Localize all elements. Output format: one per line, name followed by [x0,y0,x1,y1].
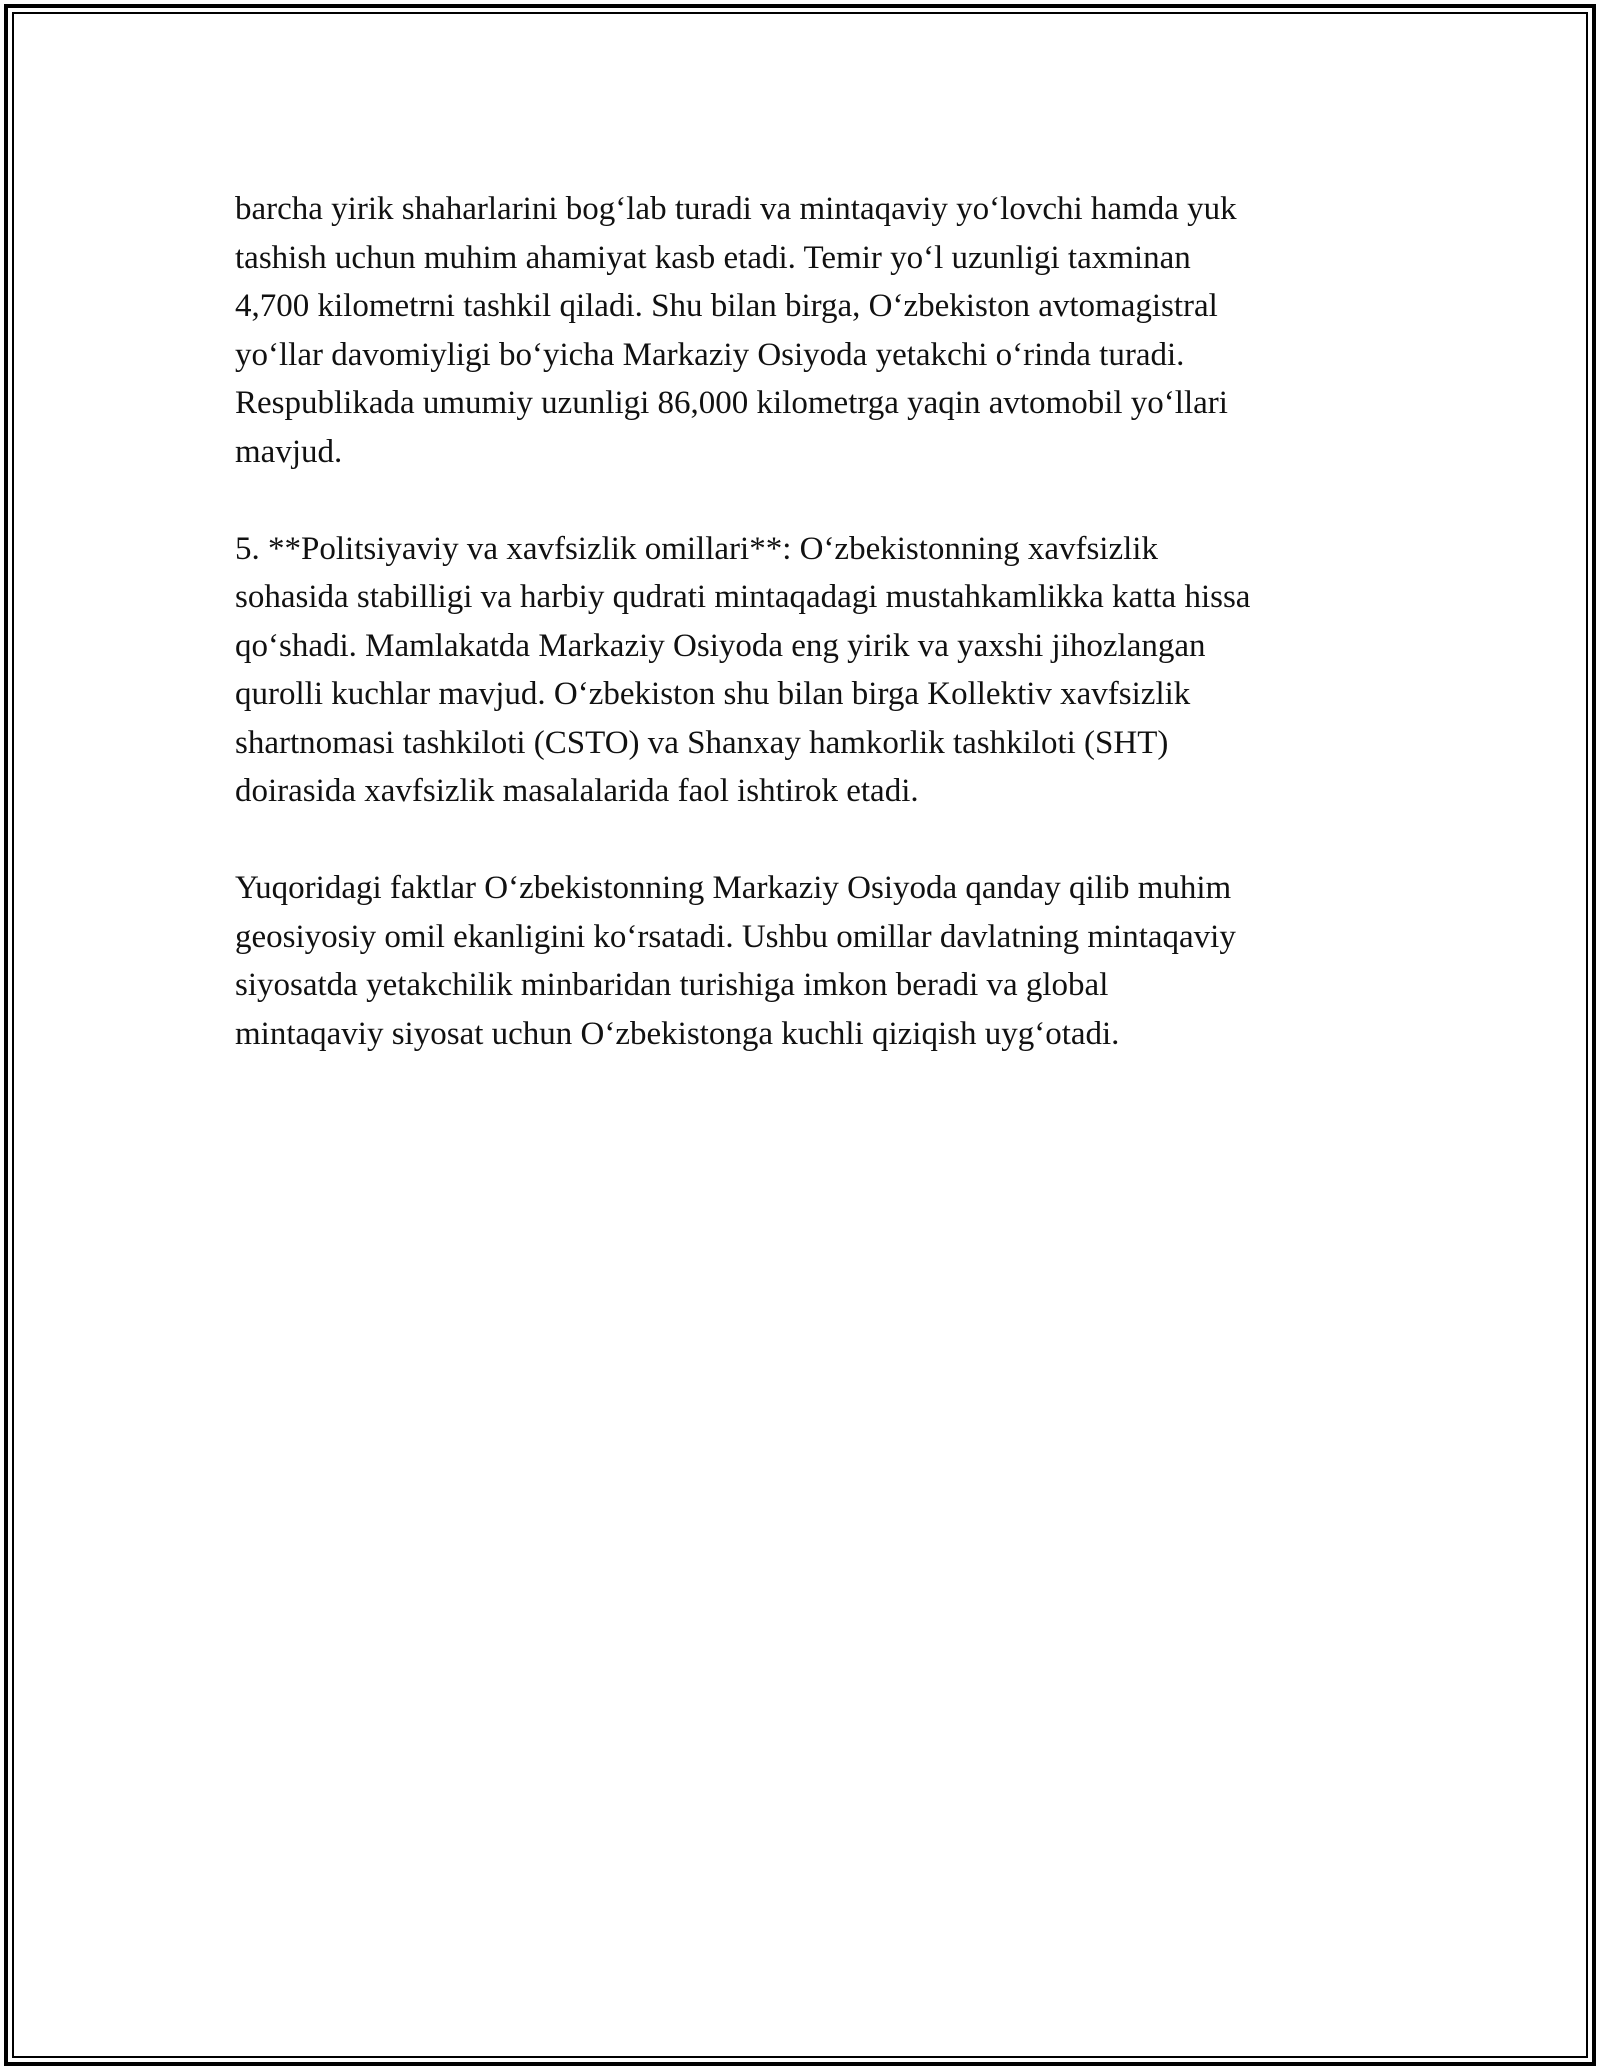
document-body [235,185,1375,1107]
paragraph-transport: barcha yirik shaharlarini bog‘lab turadi va mintaqaviy yo‘lovchi hamda yuk tashish uchun muhim ahamiyat kasb etadi. Temir yo‘l uzunligi taxminan 4,700 kilometrni tashkil qiladi. Shu bilan birga, O‘zbekiston avtomagistral yo‘llar davomiyligi bo‘yicha Markaziy Osiyoda yetakchi o‘rinda turadi. Respublikada umumiy uzunligi 86,000 kilometrga yaqin avtomobil yo‘llari mavjud. [235,191,1237,470]
paragraph-security-factors: 5. **Politsiyaviy va xavfsizlik omillari**: O‘zbekistonning xavfsizlik sohasida stabilligi va harbiy qudrati mintaqadagi mustahkamlikka katta hissa qo‘shadi. Mamlakatda Markaziy Osiyoda eng yirik va yaxshi jihozlangan qurolli kuchlar mavjud. O‘zbekiston shu bilan birga Kollektiv xavfsizlik shartnomasi tashkiloti (CSTO) va Shanxay hamkorlik tashkiloti (SHT) doirasida xavfsizlik masalalarida faol ishtirok etadi. [235,530,1251,809]
paragraph-conclusion: Yuqoridagi faktlar O‘zbekistonning Markaziy Osiyoda qanday qilib muhim geosiyosiy omil ekanligini ko‘rsatadi. Ushbu omillar davlatning mintaqaviy siyosatda yetakchilik minbaridan turishiga imkon beradi va global mintaqaviy siyosat uchun O‘zbekistonga kuchli qiziqish uyg‘otadi. [235,870,1236,1052]
